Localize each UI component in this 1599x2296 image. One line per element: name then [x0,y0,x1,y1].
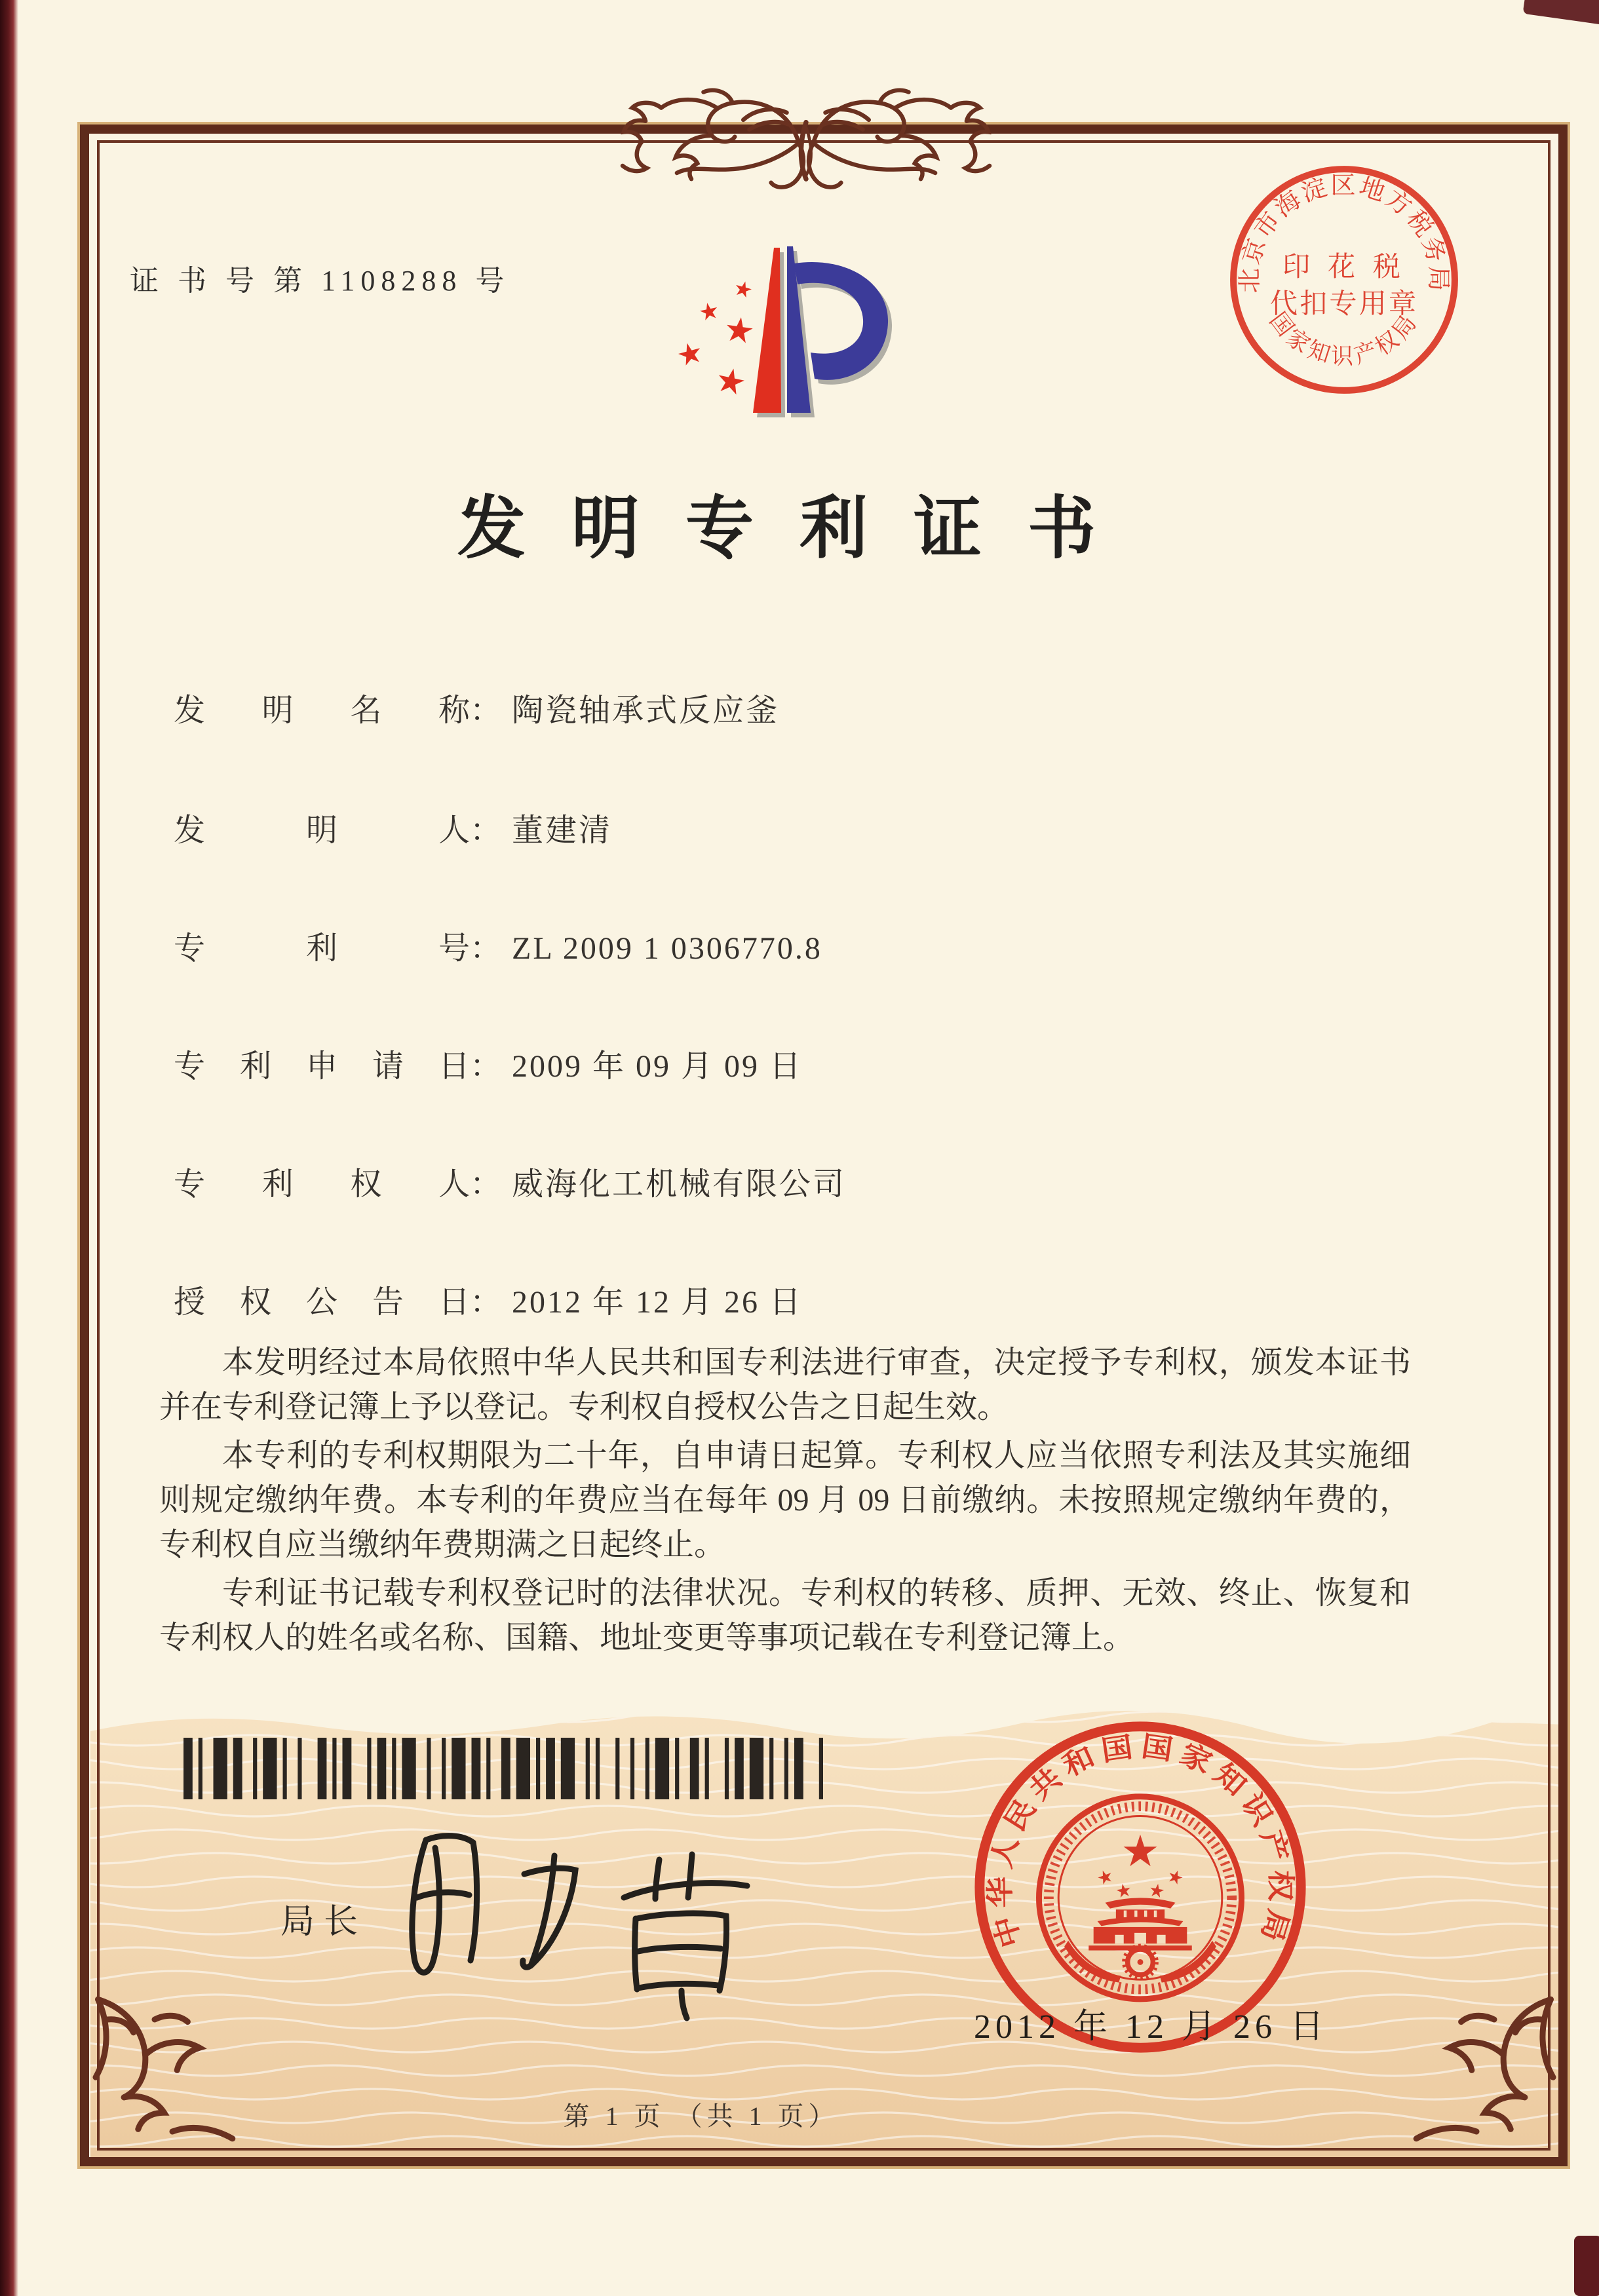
tax-stamp-center-line1: 印 花 税 [1282,251,1406,282]
field-label: 授 权 公 告 日 [174,1285,470,1320]
tax-stamp-top-arc: 北京市海淀区地方税务局 [1237,172,1452,294]
field-row-patent-number [174,923,822,968]
tax-stamp-center-line2: 代扣专用章 [1269,288,1419,320]
dragon-ornament-icon [577,84,1035,201]
scan-edge-top-right [1523,0,1599,26]
field-label: 专 利 申 请 日 [174,1049,470,1084]
field-label: 发 明 人 [174,813,470,848]
corner-flourish-right-icon [1388,1984,1565,2161]
field-value: ZL 2009 1 0306770.8 [512,931,822,966]
barcode [183,1738,829,1799]
field-row-application-date [174,1041,803,1086]
seal-ring-text: 中华人民共和国国家知识产权局 [985,1731,1296,1951]
signature-handwriting [328,1812,786,2022]
field-row-inventor [174,805,612,850]
logo-red-wedge [753,248,781,413]
grant-date-under-seal: 2012 年 12 月 26 日 [974,2008,1329,2046]
field-colon: ： [470,931,502,966]
scan-edge-bottom-right [1574,2236,1599,2296]
cnipa-logo-icon [659,244,904,437]
logo-stars [676,279,754,396]
field-row-patentee [174,1158,846,1204]
body-paragraph: 专利证书记载专利权登记时的法律状况。专利权的转移、质押、无效、终止、恢复和专利权人的姓名或名称、国籍、地址变更等事项记载在专利登记簿上。 [159,1576,1411,1655]
field-colon: ： [470,813,502,848]
page-number-footer: 第 1 页 （共 1 页） [563,2101,839,2131]
field-value: 2009 年 09 月 09 日 [512,1049,803,1084]
field-label: 专 利 号 [174,931,470,966]
tax-stamp-bottom-arc: 国家知识产权局 [1264,307,1425,370]
field-label: 专 利 权 人 [174,1167,470,1202]
field-colon: ： [470,1285,502,1320]
national-emblem-icon [1039,1797,1241,1999]
tax-stamp-seal-icon [1220,156,1468,404]
field-row-invention-name [174,685,779,730]
field-label: 发 明 名 称 [174,693,470,728]
field-value: 董建清 [512,813,613,848]
scan-edge-left [0,0,18,2296]
certificate-number: 证 书 号 第 1108288 号 [130,265,511,297]
field-colon: ： [470,1167,502,1202]
body-paragraph: 本专利的专利权期限为二十年，自申请日起算。专利权人应当依照专利法及其实施细则规定缴纳年费。本专利的年费应当在每年 09 月 09 日前缴纳。未按照规定缴纳年费的，专利权自应当缴纳年费期满之日起终止。 [159,1438,1411,1562]
director-title: 局长 [280,1904,368,1941]
field-colon: ： [470,693,502,728]
body-paragraph: 本发明经过本局依照中华人民共和国专利法进行审查，决定授予专利权，颁发本证书并在专利登记簿上予以登记。专利权自授权公告之日起生效。 [159,1345,1411,1425]
legal-body-text [159,1341,1411,1664]
field-value: 陶瓷轴承式反应釜 [512,693,780,728]
corner-flourish-left-icon [84,1984,261,2161]
field-value: 2012 年 12 月 26 日 [512,1285,803,1320]
certificate-title: 发明专利证书 [457,491,1142,567]
field-value: 威海化工机械有限公司 [512,1167,847,1202]
field-row-grant-date [174,1276,803,1322]
border-frame-inner [97,140,1551,2151]
field-colon: ： [470,1049,502,1084]
